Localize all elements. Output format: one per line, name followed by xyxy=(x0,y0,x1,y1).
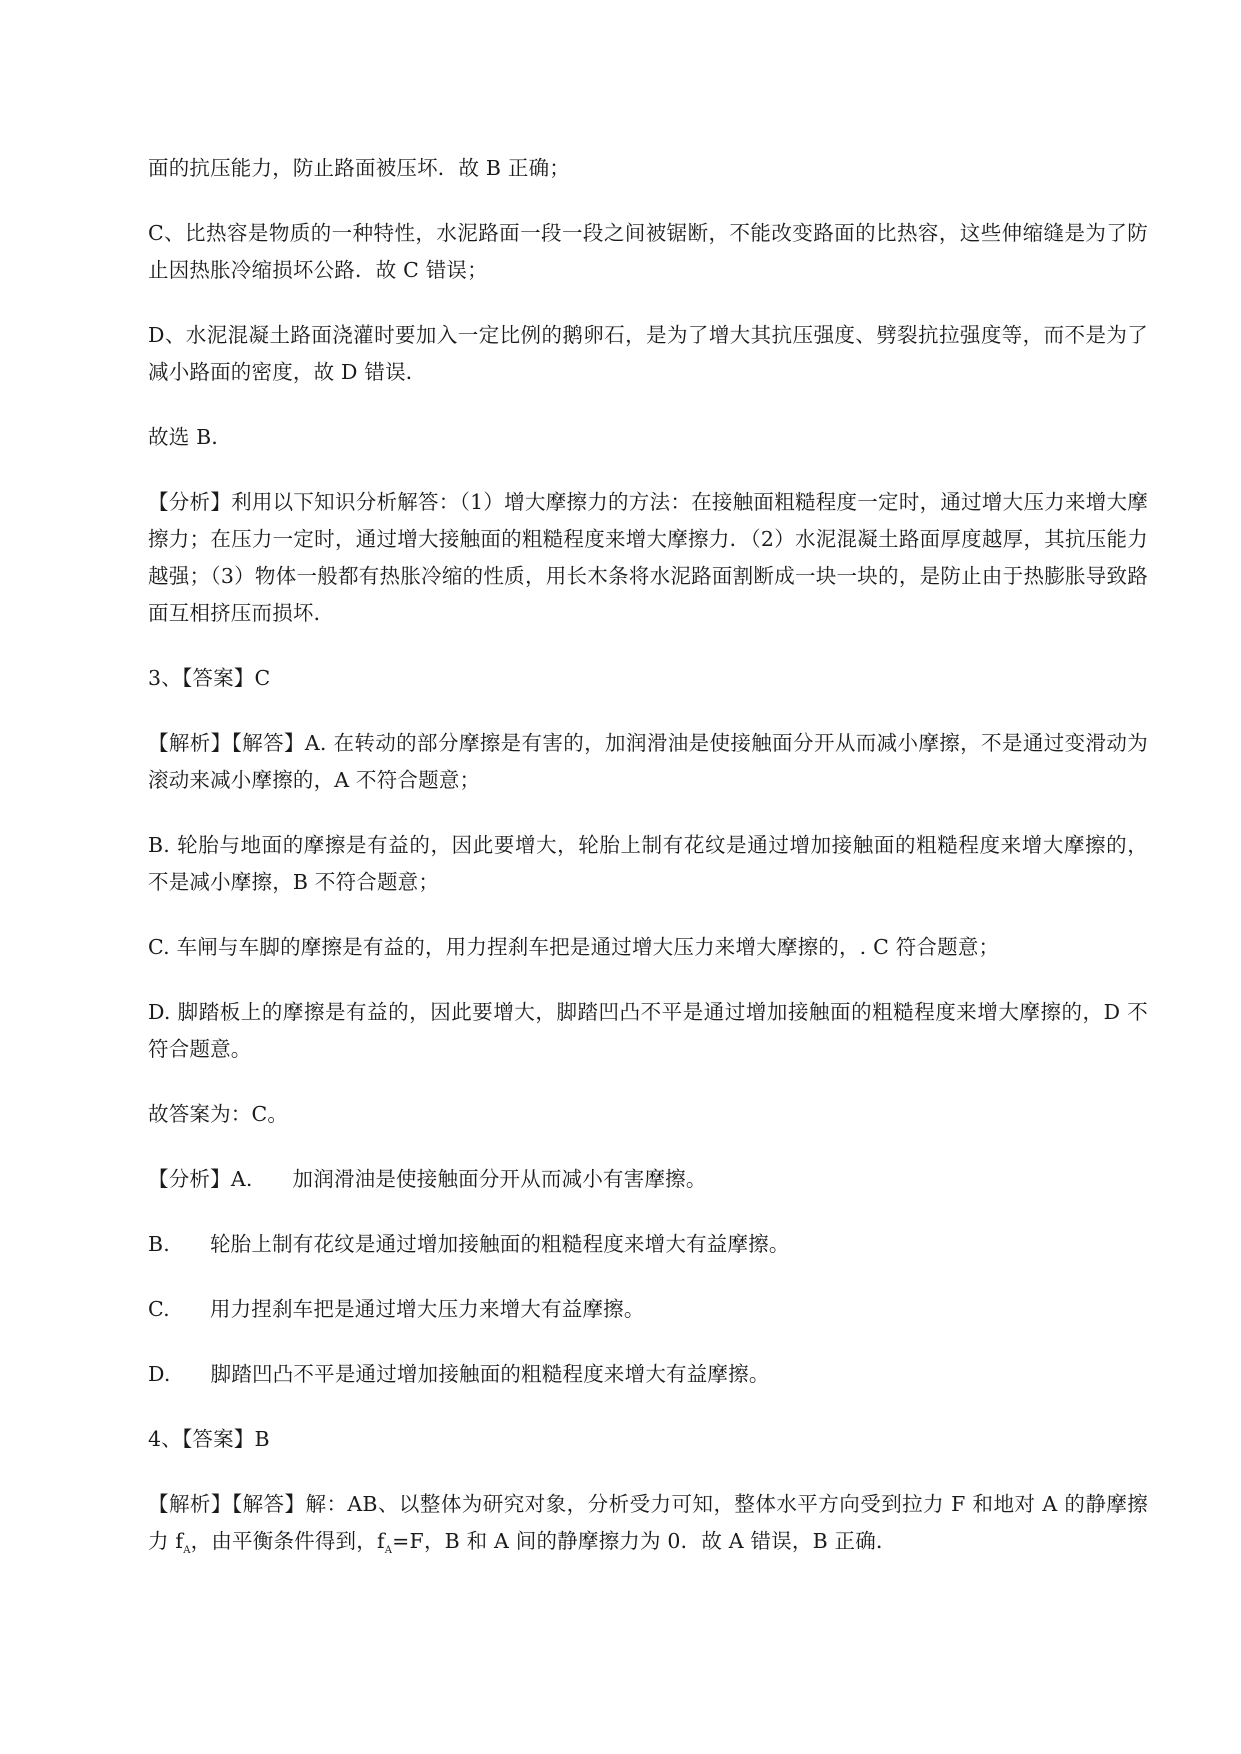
paragraph-answer-c: 故答案为：C。 xyxy=(148,1102,289,1126)
analysis-item-b xyxy=(148,1226,1148,1263)
paragraph-b-correct: 面的抗压能力，防止路面被压坏．故 B 正确； xyxy=(148,156,570,180)
paragraph-solution-3-b: B. 轮胎与地面的摩擦是有益的，因此要增大，轮胎上制有花纹是通过增加接触面的粗糙程度来增大摩擦的，不是减小摩擦，B 不符合题意； xyxy=(148,833,1148,894)
analysis-text-c: 用力捏刹车把是通过增大压力来增大有益摩擦。 xyxy=(209,1297,645,1321)
paragraph-solution-4 xyxy=(148,1486,1148,1569)
analysis-letter-d: D. xyxy=(148,1362,171,1386)
solution-4-part3: =F，B 和 A 间的静摩擦力为 0．故 A 错误，B 正确． xyxy=(392,1529,897,1553)
subscript-a-2: A xyxy=(384,1545,393,1556)
analysis-text-d: 脚踏凹凸不平是通过增加接触面的粗糙程度来增大有益摩擦。 xyxy=(210,1362,770,1386)
paragraph-analysis-2: 【分析】利用以下知识分析解答：（1）增大摩擦力的方法：在接触面粗糙程度一定时，通过增大压力来增大摩擦力；在压力一定时，通过增大接触面的粗糙程度来增大摩擦力．（2）水泥混凝土路面厚度越厚，其抗压能力越强；（3）物体一般都有热胀冷缩的性质，用长木条将水泥路面割断成一块一块的，是防止由于热膨胀导致路面互相挤压而损坏． xyxy=(148,490,1148,625)
analysis-item-a xyxy=(148,1161,1148,1198)
paragraph-solution-3-d: D. 脚踏板上的摩擦是有益的，因此要增大，脚踏凹凸不平是通过增加接触面的粗糙程度来增大摩擦的，D 不符合题意。 xyxy=(148,1000,1148,1061)
solution-4-part2: ，由平衡条件得到，f xyxy=(190,1529,385,1553)
analysis-text-b: 轮胎上制有花纹是通过增加接触面的粗糙程度来增大有益摩擦。 xyxy=(209,1232,790,1256)
analysis-letter-a: A. xyxy=(230,1167,253,1191)
analysis-letter-b: B. xyxy=(148,1232,170,1256)
solution-4-part1: 【解析】【解答】解：AB、以整体为研究对象，分析受力可知，整体水平方向受到拉力 F 和地对 A 的静摩擦力 f xyxy=(148,1492,1148,1553)
analysis-label: 【分析】 xyxy=(148,1167,231,1191)
paragraph-solution-3-c: C. 车闸与车脚的摩擦是有益的，用力捏刹车把是通过增大压力来增大摩擦的，. C 符合题意； xyxy=(148,935,1000,959)
analysis-item-c xyxy=(148,1291,1148,1328)
answer-3-heading: 3、【答案】C xyxy=(148,666,271,690)
paragraph-option-c: C、比热容是物质的一种特性，水泥路面一段一段之间被锯断，不能改变路面的比热容，这些伸缩缝是为了防止因热胀冷缩损坏公路．故 C 错误； xyxy=(148,221,1148,282)
paragraph-option-d: D、水泥混凝土路面浇灌时要加入一定比例的鹅卵石，是为了增大其抗压强度、劈裂抗拉强度等，而不是为了减小路面的密度，故 D 错误． xyxy=(148,323,1148,384)
analysis-text-a: 加润滑油是使接触面分开从而减小有害摩擦。 xyxy=(292,1167,707,1191)
answer-4-heading: 4、【答案】B xyxy=(148,1427,270,1451)
paragraph-solution-3-a: 【解析】【解答】A. 在转动的部分摩擦是有害的，加润滑油是使接触面分开从而减小摩擦，不是通过变滑动为滚动来减小摩擦的，A 不符合题意； xyxy=(148,731,1148,792)
analysis-item-d xyxy=(148,1356,1148,1393)
paragraph-choose-b: 故选 B． xyxy=(148,425,233,449)
subscript-a-1: A xyxy=(183,1545,191,1556)
analysis-letter-c: C. xyxy=(148,1297,170,1321)
page-content xyxy=(148,150,1148,1597)
